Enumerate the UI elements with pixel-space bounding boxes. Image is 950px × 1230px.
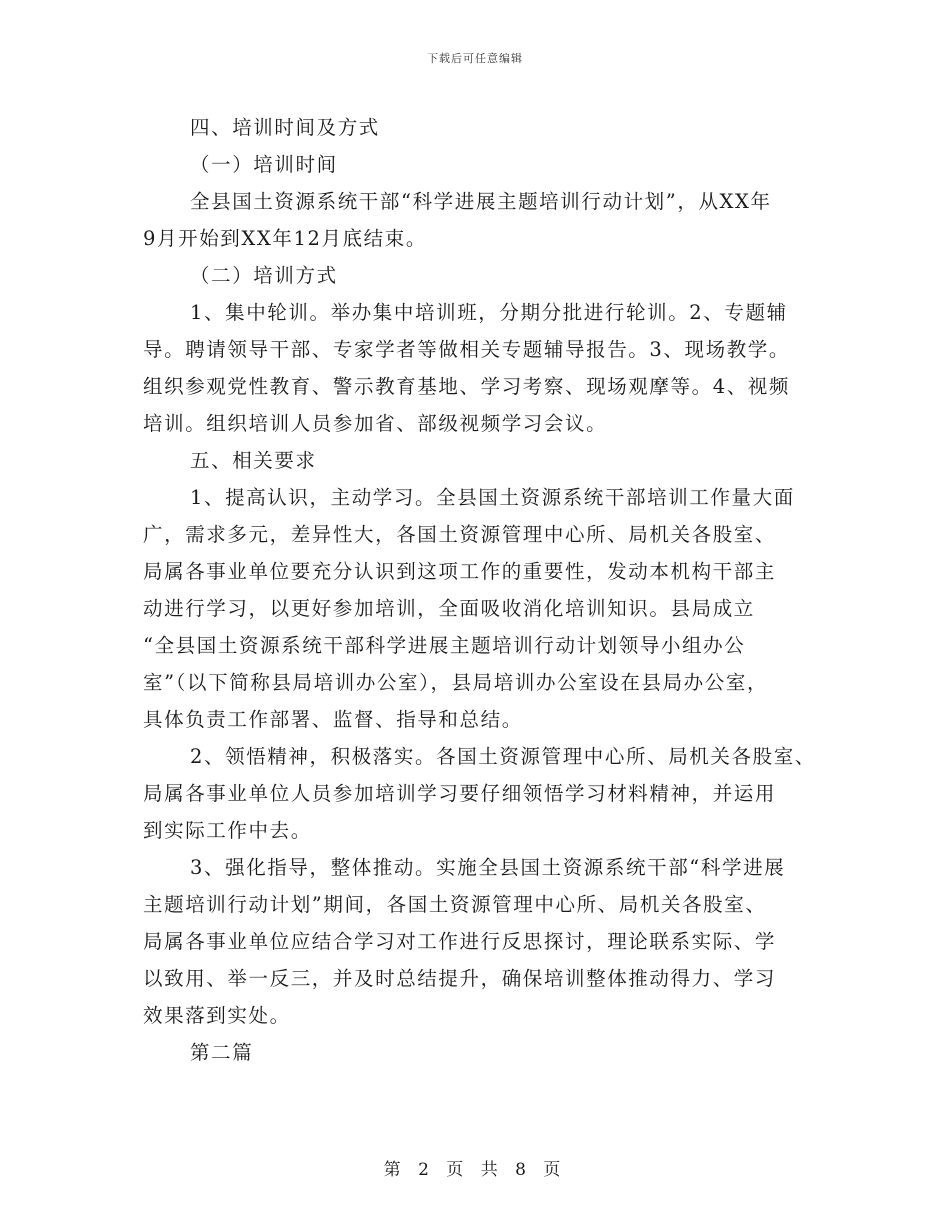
section-heading: 四、培训时间及方式	[190, 116, 380, 139]
section-heading: 五、相关要求	[190, 449, 317, 472]
paragraph-line: 导。聘请领导干部、专家学者等做相关专题辅导报告。3、现场教学。	[143, 338, 791, 361]
paragraph-line: 组织参观党性教育、警示教育基地、学习考察、现场观摩等。4、视频	[143, 375, 791, 398]
paragraph-line: 到实际工作中去。	[143, 819, 312, 842]
paragraph-line: 动进行学习，以更好参加培训，全面吸收消化培训知识。县局成立	[143, 597, 755, 620]
paragraph-line: 3、强化指导，整体推动。实施全县国土资源系统干部“科学进展	[190, 856, 786, 879]
subsection-heading: （二）培训方式	[190, 264, 338, 287]
subsection-heading: （一）培训时间	[190, 153, 338, 176]
paragraph-line: 局属各事业单位人员参加培训学习要仔细领悟学习材料精神，并运用	[143, 782, 777, 805]
paragraph-line: 主题培训行动计划”期间，各国土资源管理中心所、局机关各股室、	[143, 893, 767, 916]
paragraph-line: “全县国土资源系统干部科学进展主题培训行动计划领导小组办公	[143, 634, 746, 657]
paragraph-line: 以致用、举一反三，并及时总结提升，确保培训整体推动得力、学习	[143, 967, 777, 990]
paragraph-line: 2、领悟精神，积极落实。各国土资源管理中心所、局机关各股室、	[190, 745, 816, 768]
paragraph-line: 1、集中轮训。举办集中培训班，分期分批进行轮训。2、专题辅	[190, 301, 788, 324]
paragraph-line: 局属各事业单位应结合学习对工作进行反思探讨，理论联系实际、学	[143, 930, 777, 953]
paragraph-line: 具体负责工作部署、监督、指导和总结。	[143, 708, 523, 731]
paragraph-line: 培训。组织培训人员参加省、部级视频学习会议。	[143, 412, 608, 435]
paragraph-line: 室”（以下简称县局培训办公室），县局培训办公室设在县局办公室，	[143, 671, 769, 694]
header-note: 下载后可任意编辑	[427, 52, 523, 65]
paragraph-line: 广，需求多元，差异性大，各国土资源管理中心所、局机关各股室、	[143, 523, 777, 546]
section-heading: 第二篇	[190, 1041, 254, 1064]
paragraph-line: 1、提高认识，主动学习。全县国土资源系统干部培训工作量大面	[190, 486, 795, 509]
paragraph-line: 局属各事业单位要充分认识到这项工作的重要性，发动本机构干部主	[143, 560, 777, 583]
paragraph-line: 全县国土资源系统干部“科学进展主题培训行动计划”，从XX年	[190, 190, 772, 213]
page-number: 第 2 页 共 8 页	[383, 1160, 567, 1180]
paragraph-line: 效果落到实处。	[143, 1004, 291, 1027]
paragraph-line: 9月开始到XX年12月底结束。	[143, 227, 427, 250]
